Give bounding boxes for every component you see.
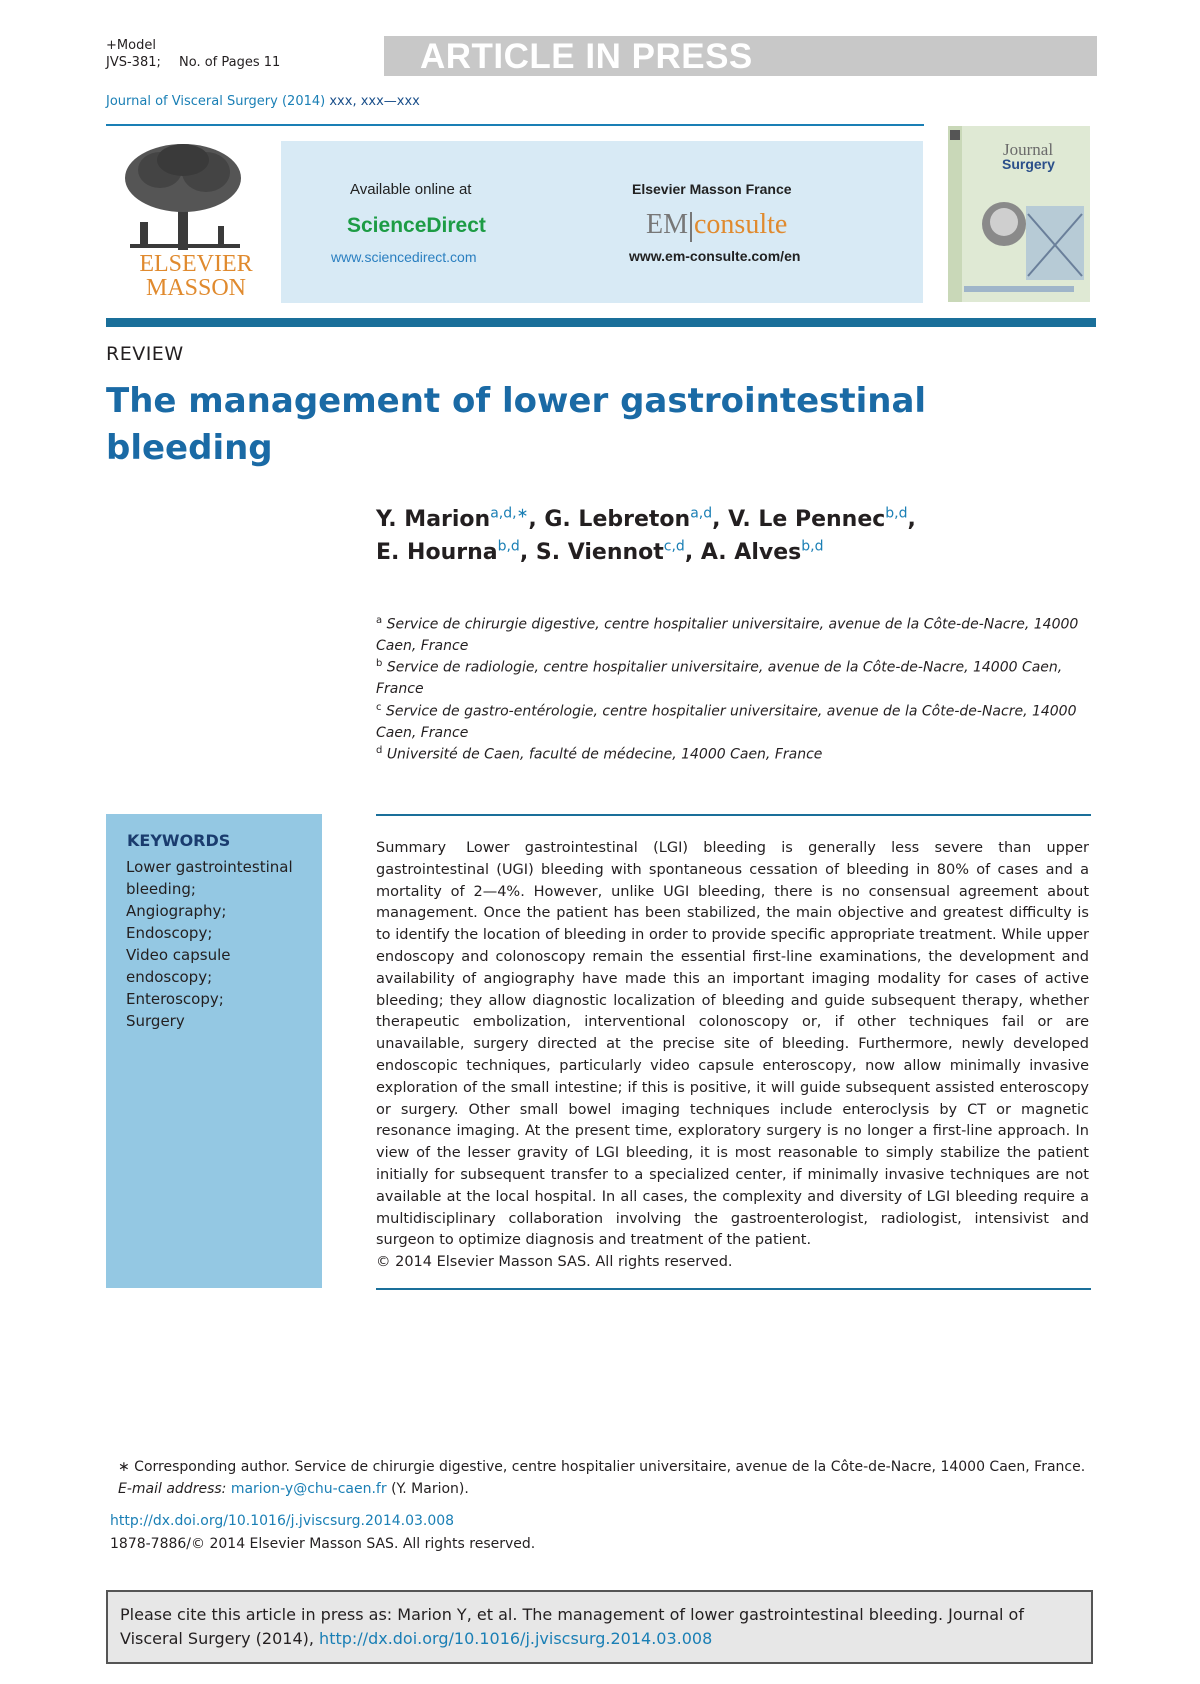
article-ref-id: JVS-381; (106, 55, 161, 70)
cite-reference: Please cite this article in press as: Marion Y, et al. The management of lower gastrointestinal bleeding. Journal of Visceral Surgery (2014), (120, 1605, 1024, 1648)
elsevier-masson-logo (110, 140, 260, 305)
affiliation-text: Service de chirurgie digestive, centre hospitalier universitaire, avenue de la Côte-de-Nacre, 14000 Caen, France (376, 616, 1079, 654)
page-count: No. of Pages 11 (179, 55, 281, 70)
doi-link[interactable]: http://dx.doi.org/10.1016/j.jviscsurg.2014.03.008 (110, 1513, 455, 1529)
abstract-top-rule (376, 814, 1091, 816)
sciencedirect-link[interactable]: www.sciencedirect.com (331, 249, 477, 265)
sciencedirect-logo: ScienceDirect (347, 214, 486, 237)
author-separator: , (907, 507, 916, 532)
email-author: (Y. Marion). (391, 1481, 469, 1497)
affiliation-d (376, 740, 1086, 766)
article-in-press-banner (384, 36, 1097, 76)
author-affiliation-mark: b,d (497, 538, 520, 555)
author-affiliation-mark: a,d,∗ (490, 505, 529, 522)
author-name: E. Hourna (376, 540, 498, 565)
keywords-heading: KEYWORDS (127, 831, 231, 850)
author-affiliation-mark: a,d (690, 505, 713, 522)
corresponding-author-footnote (118, 1456, 1093, 1500)
journal-name: Journal of Visceral Surgery (2014) (106, 94, 326, 109)
keyword-item: Endoscopy; (126, 924, 213, 942)
abstract-label: Summary (376, 840, 447, 856)
journal-cover-thumbnail (948, 126, 1090, 302)
em-consulte-link[interactable]: www.em-consulte.com/en (629, 248, 801, 264)
affiliation-text: Service de gastro-entérologie, centre hospitalier universitaire, avenue de la Côte-de-Nacre, 14000 Caen, France (376, 703, 1077, 741)
reference-line (106, 55, 294, 71)
keyword-item: Lower gastrointestinal bleeding; (126, 858, 293, 898)
affiliation-text: Service de radiologie, centre hospitalier universitaire, avenue de la Côte-de-Nacre, 14000 Caen, France (376, 659, 1063, 697)
corresponding-author-text: ∗ Corresponding author. Service de chirurgie digestive, centre hospitalier universitaire, avenue de la Côte-de-Nacre, 14000 Caen, France. (118, 1459, 1086, 1475)
issn-copyright: 1878-7886/© 2014 Elsevier Masson SAS. All rights reserved. (110, 1536, 536, 1552)
publisher-name-line2: MASSON (145, 275, 247, 301)
author-separator: , (528, 507, 545, 532)
email-label: E-mail address: (118, 1481, 227, 1497)
abstract-text: Lower gastrointestinal (LGI) bleeding is generally less severe than upper gastrointestinal (UGI) bleeding with spontaneous cessation of bleeding in 80% of cases and a mortality of 2—4%. However, unlike UGI bleeding, there is no consensual agreement about management. Once the patient has been stabilized, the main objective and greatest difficulty is to identify the location of bleeding in order to provide specific appropriate treatment. While upper endoscopy and colonoscopy remain the essential first-line examinations, the development and availability of angiography have made this an important imaging modality for cases of active bleeding; they allow diagnostic localization of bleeding and guide subsequent therapy, whether therapeutic embolization, interventional colonoscopy or, if other techniques fail or are unavailable, surgery directed at the precise site of bleeding. Furthermore, newly developed endoscopic techniques, particularly video capsule enteroscopy, now allow minimally invasive exploration of the small intestine; if this is positive, it will guide subsequent assisted enteroscopy or surgery. Other small bowel imaging techniques include enteroclysis by CT or magnetic resonance imaging. At the present time, exploratory surgery is no longer a first-line approach. In view of the lesser gravity of LGI bleeding, it is most reasonable to simply stabilize the patient initially for subsequent transfer to a specialized center, if minimally invasive techniques are not available at the local hospital. In all cases, the complexity and diversity of LGI bleeding require a multidisciplinary collaboration involving the gastroenterologist, radiologist, intensivist and surgeon to optimize diagnosis and treatment of the patient. (376, 840, 1089, 1249)
affiliation-mark: a (376, 615, 383, 626)
author-affiliation-mark: b,d (885, 505, 908, 522)
tree-logo-icon (110, 140, 260, 255)
author-name: G. Lebreton (544, 507, 691, 532)
abstract (376, 838, 1089, 1274)
affiliation-mark: c (376, 702, 382, 713)
article-title: The management of lower gastrointestinal bleeding (106, 381, 927, 468)
affiliation-text: Université de Caen, faculté de médecine, 14000 Caen, France (386, 746, 823, 763)
keyword-item: Angiography; (126, 902, 227, 920)
affiliation-a (376, 610, 1086, 657)
author-name: Y. Marion (376, 507, 491, 532)
author-separator: , (519, 540, 536, 565)
keyword-item: Surgery (126, 1012, 185, 1030)
cite-text (120, 1603, 1080, 1651)
elsevier-masson-france-label: Elsevier Masson France (632, 181, 792, 197)
header-divider (106, 124, 924, 126)
author-affiliation-mark: b,d (801, 538, 824, 555)
author-list (376, 503, 1076, 569)
author-separator: , (684, 540, 701, 565)
journal-pages: xxx, xxx—xxx (329, 94, 420, 109)
affiliation-mark: b (376, 658, 383, 669)
keyword-item: Enteroscopy; (126, 990, 224, 1008)
em-logo-divider (690, 212, 692, 242)
available-online-label: Available online at (350, 181, 472, 198)
author-affiliation-mark: c,d (663, 538, 685, 555)
affiliation-b (376, 653, 1086, 700)
keywords-list (126, 856, 316, 1032)
banner-text: ARTICLE IN PRESS (420, 37, 753, 76)
keyword-item: Video capsule endoscopy; (126, 946, 231, 986)
cite-doi-link[interactable]: http://dx.doi.org/10.1016/j.jviscsurg.2014.03.008 (319, 1629, 713, 1648)
affiliation-c (376, 697, 1086, 744)
email-link[interactable]: marion-y@chu-caen.fr (230, 1481, 387, 1497)
em-consulte-logo (646, 210, 787, 242)
cover-title-word1: Journal (1003, 140, 1054, 159)
article-section-label: REVIEW (106, 343, 184, 365)
abstract-bottom-rule (376, 1288, 1091, 1290)
author-name: V. Le Pennec (728, 507, 886, 532)
cite-this-article-box (106, 1590, 1093, 1664)
keywords-panel (106, 814, 322, 1288)
author-name: S. Viennot (535, 540, 664, 565)
journal-citation-line (106, 94, 420, 109)
em-logo-right: consulte (694, 209, 788, 240)
em-logo-left: EM (646, 209, 688, 240)
masthead-rule (106, 318, 1096, 327)
model-label: +Model (106, 38, 156, 53)
publisher-name-line1: ELSEVIER (139, 251, 253, 277)
email-line (118, 1478, 1093, 1500)
author-name: A. Alves (700, 540, 802, 565)
author-separator: , (712, 507, 729, 532)
affiliation-mark: d (376, 745, 383, 756)
abstract-copyright: © 2014 Elsevier Masson SAS. All rights reserved. (376, 1254, 733, 1271)
cover-title-word2: Surgery (1002, 156, 1055, 172)
